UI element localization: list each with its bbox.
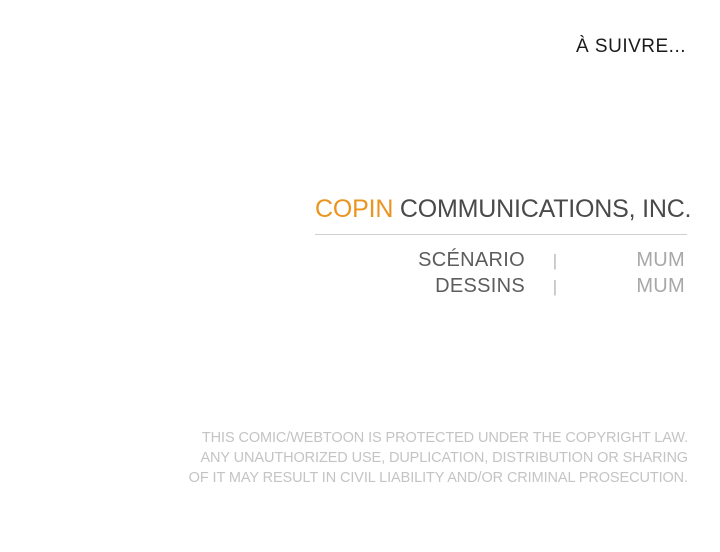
role-label-scenario: SCÉNARIO bbox=[418, 248, 525, 271]
copyright-notice bbox=[0, 428, 688, 488]
copyright-line-1: THIS COMIC/WEBTOON IS PROTECTED UNDER THE COPYRIGHT LAW. bbox=[201, 430, 688, 446]
role-value-scenario: MUM bbox=[636, 248, 685, 271]
role-value-dessins: MUM bbox=[636, 274, 685, 297]
role-label-dessins: DESSINS bbox=[435, 274, 525, 297]
role-row bbox=[315, 249, 687, 272]
role-separator: | bbox=[552, 276, 558, 296]
copyright-line-2: ANY UNAUTHORIZED USE, DUPLICATION, DISTRIBUTION OR SHARING bbox=[200, 450, 688, 466]
copyright-line-3: OF IT MAY RESULT IN CIVIL LIABILITY AND/OR CRIMINAL PROSECUTION. bbox=[188, 470, 688, 486]
to-be-continued-text: À SUIVRE... bbox=[575, 36, 686, 57]
credits-block bbox=[315, 195, 692, 301]
studio-name: COPIN bbox=[315, 195, 394, 223]
role-row bbox=[315, 275, 687, 298]
credits-divider bbox=[315, 234, 687, 235]
studio-suffix: COMMUNICATIONS, INC. bbox=[393, 195, 692, 223]
role-separator: | bbox=[552, 250, 558, 270]
roles-list bbox=[315, 249, 687, 298]
studio-line bbox=[315, 195, 692, 224]
